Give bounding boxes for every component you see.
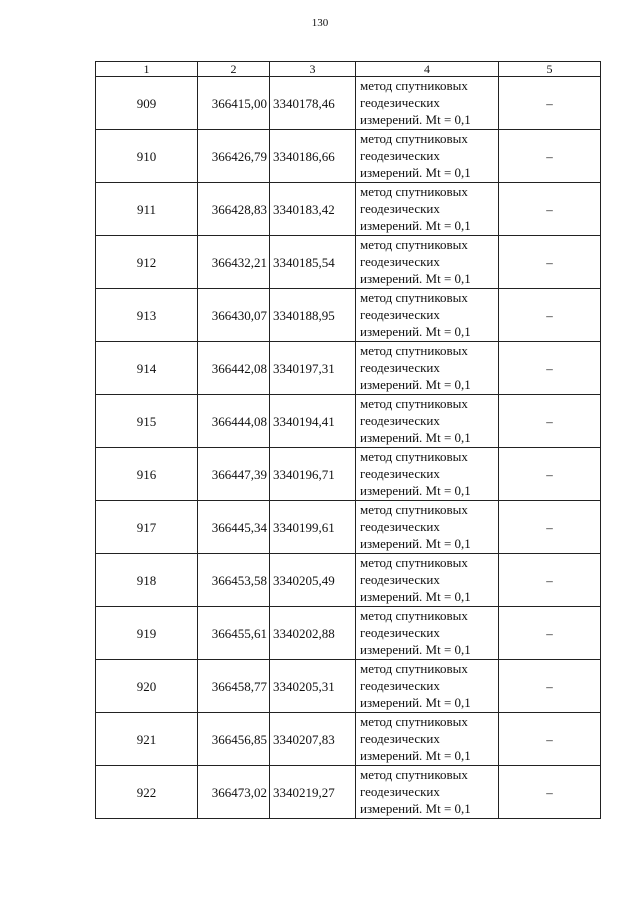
table-row [96, 236, 601, 289]
method-cell [356, 236, 499, 289]
method-line: метод спутниковых [360, 714, 468, 729]
x-coordinate-cell: 366456,85 [198, 713, 270, 766]
note-cell: – [499, 448, 601, 501]
method-line: измерений. Mt = 0,1 [360, 589, 471, 604]
point-number-cell: 914 [96, 342, 198, 395]
method-line: измерений. Mt = 0,1 [360, 536, 471, 551]
method-cell [356, 130, 499, 183]
method-line: измерений. Mt = 0,1 [360, 112, 471, 127]
x-coordinate-cell: 366453,58 [198, 554, 270, 607]
note-cell: – [499, 713, 601, 766]
method-line: измерений. Mt = 0,1 [360, 430, 471, 445]
method-line: геодезических [360, 466, 440, 481]
point-number-cell: 912 [96, 236, 198, 289]
header-cell: 2 [198, 62, 270, 77]
method-line: геодезических [360, 201, 440, 216]
method-cell [356, 395, 499, 448]
page-number: 130 [311, 17, 329, 29]
x-coordinate-cell: 366426,79 [198, 130, 270, 183]
note-cell: – [499, 766, 601, 819]
point-number-cell: 909 [96, 77, 198, 130]
x-coordinate-cell: 366444,08 [198, 395, 270, 448]
note-cell: – [499, 77, 601, 130]
method-line: метод спутниковых [360, 767, 468, 782]
method-line: геодезических [360, 625, 440, 640]
method-line: геодезических [360, 148, 440, 163]
header-cell: 5 [499, 62, 601, 77]
method-line: метод спутниковых [360, 449, 468, 464]
table-row [96, 77, 601, 130]
point-number-cell: 910 [96, 130, 198, 183]
point-number-cell: 918 [96, 554, 198, 607]
point-number-cell: 921 [96, 713, 198, 766]
method-line: метод спутниковых [360, 290, 468, 305]
y-coordinate-cell: 3340185,54 [270, 236, 356, 289]
point-number-cell: 922 [96, 766, 198, 819]
x-coordinate-cell: 366447,39 [198, 448, 270, 501]
method-line: геодезических [360, 731, 440, 746]
y-coordinate-cell: 3340197,31 [270, 342, 356, 395]
method-line: измерений. Mt = 0,1 [360, 324, 471, 339]
method-line: метод спутниковых [360, 661, 468, 676]
method-line: геодезических [360, 307, 440, 322]
method-line: измерений. Mt = 0,1 [360, 165, 471, 180]
method-cell [356, 660, 499, 713]
note-cell: – [499, 183, 601, 236]
method-cell [356, 289, 499, 342]
method-cell [356, 607, 499, 660]
coordinates-table [95, 61, 601, 819]
table-row [96, 342, 601, 395]
method-line: измерений. Mt = 0,1 [360, 377, 471, 392]
header-cell: 3 [270, 62, 356, 77]
y-coordinate-cell: 3340196,71 [270, 448, 356, 501]
table-row [96, 660, 601, 713]
table-row [96, 607, 601, 660]
x-coordinate-cell: 366445,34 [198, 501, 270, 554]
method-cell [356, 501, 499, 554]
table-row [96, 130, 601, 183]
point-number-cell: 916 [96, 448, 198, 501]
method-line: измерений. Mt = 0,1 [360, 483, 471, 498]
method-cell [356, 554, 499, 607]
method-cell [356, 766, 499, 819]
method-line: метод спутниковых [360, 78, 468, 93]
point-number-cell: 920 [96, 660, 198, 713]
note-cell: – [499, 130, 601, 183]
method-line: измерений. Mt = 0,1 [360, 748, 471, 763]
note-cell: – [499, 289, 601, 342]
method-line: геодезических [360, 519, 440, 534]
note-cell: – [499, 236, 601, 289]
x-coordinate-cell: 366432,21 [198, 236, 270, 289]
method-line: метод спутниковых [360, 555, 468, 570]
header-cell: 1 [96, 62, 198, 77]
note-cell: – [499, 607, 601, 660]
method-line: измерений. Mt = 0,1 [360, 218, 471, 233]
y-coordinate-cell: 3340202,88 [270, 607, 356, 660]
note-cell: – [499, 660, 601, 713]
y-coordinate-cell: 3340194,41 [270, 395, 356, 448]
table-header-row [96, 62, 601, 77]
table-row [96, 713, 601, 766]
point-number-cell: 917 [96, 501, 198, 554]
method-line: геодезических [360, 678, 440, 693]
table-row [96, 501, 601, 554]
x-coordinate-cell: 366430,07 [198, 289, 270, 342]
method-cell [356, 183, 499, 236]
table-row [96, 183, 601, 236]
method-line: геодезических [360, 95, 440, 110]
note-cell: – [499, 342, 601, 395]
point-number-cell: 913 [96, 289, 198, 342]
table-row [96, 554, 601, 607]
header-cell: 4 [356, 62, 499, 77]
y-coordinate-cell: 3340207,83 [270, 713, 356, 766]
point-number-cell: 915 [96, 395, 198, 448]
y-coordinate-cell: 3340205,49 [270, 554, 356, 607]
note-cell: – [499, 554, 601, 607]
y-coordinate-cell: 3340219,27 [270, 766, 356, 819]
table-row [96, 448, 601, 501]
x-coordinate-cell: 366415,00 [198, 77, 270, 130]
note-cell: – [499, 501, 601, 554]
method-line: метод спутниковых [360, 608, 468, 623]
method-line: измерений. Mt = 0,1 [360, 271, 471, 286]
x-coordinate-cell: 366442,08 [198, 342, 270, 395]
x-coordinate-cell: 366473,02 [198, 766, 270, 819]
method-line: метод спутниковых [360, 184, 468, 199]
method-cell [356, 77, 499, 130]
y-coordinate-cell: 3340186,66 [270, 130, 356, 183]
method-line: метод спутниковых [360, 396, 468, 411]
method-cell [356, 713, 499, 766]
note-cell: – [499, 395, 601, 448]
method-line: метод спутниковых [360, 502, 468, 517]
x-coordinate-cell: 366428,83 [198, 183, 270, 236]
point-number-cell: 911 [96, 183, 198, 236]
y-coordinate-cell: 3340183,42 [270, 183, 356, 236]
table-row [96, 766, 601, 819]
method-line: измерений. Mt = 0,1 [360, 801, 471, 816]
method-line: метод спутниковых [360, 237, 468, 252]
y-coordinate-cell: 3340178,46 [270, 77, 356, 130]
x-coordinate-cell: 366455,61 [198, 607, 270, 660]
method-line: геодезических [360, 254, 440, 269]
y-coordinate-cell: 3340205,31 [270, 660, 356, 713]
method-line: геодезических [360, 784, 440, 799]
method-cell [356, 448, 499, 501]
method-line: геодезических [360, 572, 440, 587]
method-line: геодезических [360, 413, 440, 428]
method-line: геодезических [360, 360, 440, 375]
table-row [96, 289, 601, 342]
y-coordinate-cell: 3340188,95 [270, 289, 356, 342]
method-line: метод спутниковых [360, 343, 468, 358]
method-line: измерений. Mt = 0,1 [360, 642, 471, 657]
point-number-cell: 919 [96, 607, 198, 660]
method-line: измерений. Mt = 0,1 [360, 695, 471, 710]
table-row [96, 395, 601, 448]
method-line: метод спутниковых [360, 131, 468, 146]
x-coordinate-cell: 366458,77 [198, 660, 270, 713]
method-cell [356, 342, 499, 395]
y-coordinate-cell: 3340199,61 [270, 501, 356, 554]
